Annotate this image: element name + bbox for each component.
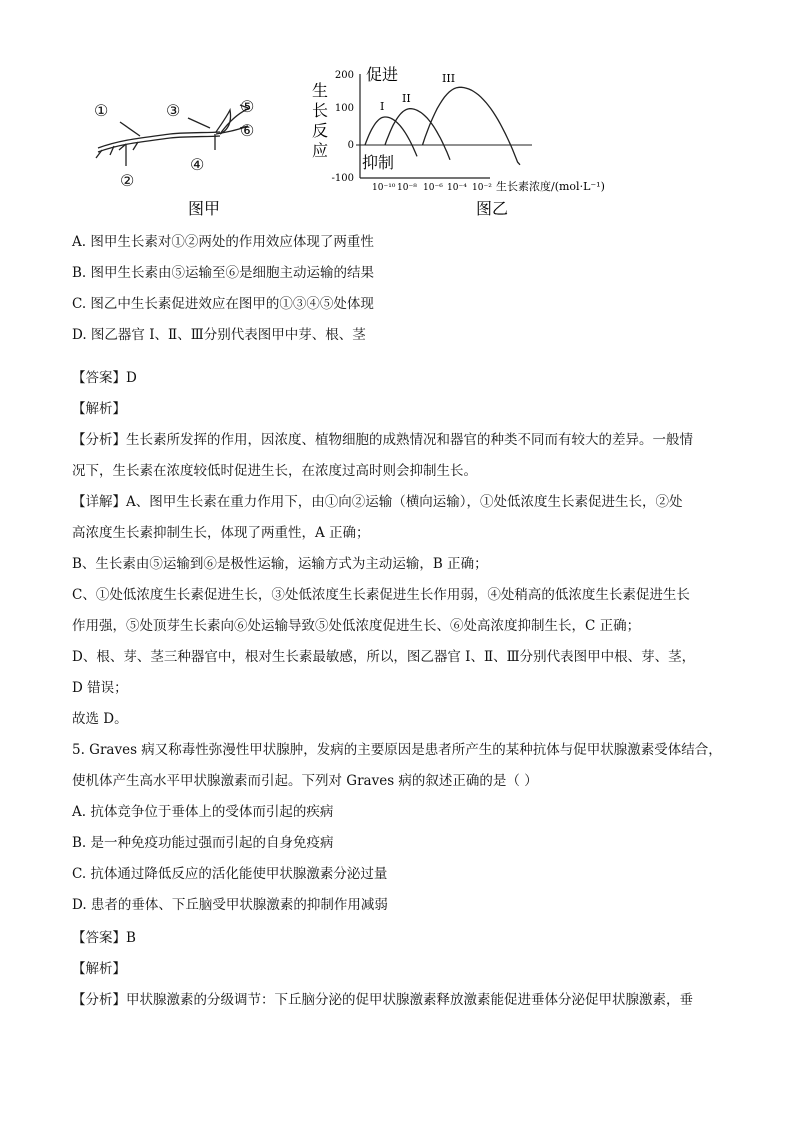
inhibit-label: 抑制 bbox=[362, 153, 395, 172]
answer-value: D bbox=[126, 370, 137, 386]
figure-jia-caption: 图甲 bbox=[188, 199, 221, 218]
answer-value: B bbox=[126, 930, 136, 946]
y-title-char: 生 bbox=[312, 81, 329, 100]
q5-fenxi-line-1 bbox=[72, 990, 693, 1010]
q4-detail-line-6: D、根、芽、茎三种器官中，根对生长素最敏感，所以，图乙器官 I、Ⅱ、Ⅲ分别代表图甲中根、芽、茎， bbox=[72, 649, 696, 665]
x-tick-label: 10⁻⁸ bbox=[397, 183, 417, 193]
mark-1: ① bbox=[94, 101, 109, 120]
x-tick-label: 10⁻² bbox=[472, 183, 492, 193]
q4-fenxi-line-1 bbox=[72, 430, 693, 450]
curve-III bbox=[423, 87, 521, 165]
q4-detail-line-7: D 错误； bbox=[72, 680, 128, 696]
q4-fenxi-line-2: 况下，生长素在浓度较低时促进生长，在浓度过高时则会抑制生长。 bbox=[72, 463, 477, 479]
q4-detail-line-5: 作用强，⑤处顶芽生长素向⑥处运输导致⑤处低浓度促进生长、⑥处高浓度抑制生长，C 正确； bbox=[72, 618, 641, 634]
y-title-char: 长 bbox=[312, 101, 329, 120]
mark-4: ④ bbox=[190, 155, 205, 174]
q5-option-a: A. 抗体竞争位于垂体上的受体而引起的疾病 bbox=[72, 804, 334, 820]
q5-analysis-heading: 【解析】 bbox=[72, 961, 126, 977]
q5-stem-line-1: 5. Graves 病又称毒性弥漫性甲状腺肿，发病的主要原因是患者所产生的某种抗体与促甲状腺激素受体结合， bbox=[72, 742, 722, 758]
q5-stem-line-2: 使机体产生高水平甲状腺激素而引起。下列对 Graves 病的叙述正确的是（ ） bbox=[72, 773, 538, 789]
y-tick-labels bbox=[332, 70, 354, 184]
promote-label: 促进 bbox=[366, 65, 399, 84]
q4-detail-line-3: B、生长素由⑤运输到⑥是极性运输，运输方式为主动运输，B 正确； bbox=[72, 556, 488, 572]
q4-detail-line-4: C、①处低浓度生长素促进生长，③处低浓度生长素促进生长作用弱，④处稍高的低浓度生长素促进生长 bbox=[72, 587, 690, 603]
figure-yi-caption: 图乙 bbox=[476, 199, 509, 218]
x-tick-label: 10⁻⁴ bbox=[447, 183, 467, 193]
q4-answer bbox=[72, 368, 137, 388]
stem-line-lower bbox=[98, 136, 220, 152]
q4-option-c: C. 图乙中生长素促进效应在图甲的①③④⑤处体现 bbox=[72, 296, 374, 312]
fenxi-tag: 【分析】 bbox=[72, 432, 126, 448]
q5-option-d: D. 患者的垂体、下丘脑受甲状腺激素的抑制作用减弱 bbox=[72, 897, 388, 913]
curve-I bbox=[365, 117, 417, 156]
detail-tag: 【详解】 bbox=[72, 494, 126, 510]
curve-II bbox=[385, 109, 450, 160]
curve-label-III: III bbox=[442, 72, 456, 85]
mark-3: ③ bbox=[166, 101, 181, 120]
q5-option-b: B. 是一种免疫功能过强而引起的自身免疫病 bbox=[72, 835, 334, 851]
growth-chart bbox=[312, 65, 605, 218]
analysis-tag: 解析 bbox=[85, 961, 113, 977]
y-tick-label: 100 bbox=[334, 103, 354, 114]
q4-option-a: A. 图甲生长素对①②两处的作用效应体现了两重性 bbox=[72, 234, 374, 250]
answer-tag: 【答案】 bbox=[72, 930, 126, 946]
y-tick-label: 0 bbox=[347, 140, 354, 151]
q4-conclusion: 故选 D。 bbox=[72, 711, 128, 727]
answer-tag: 【答案】 bbox=[72, 370, 126, 386]
curve-label-II: II bbox=[402, 92, 411, 105]
y-tick-label: 200 bbox=[334, 70, 354, 81]
q5-option-c: C. 抗体通过降低反应的活化能使甲状腺激素分泌过量 bbox=[72, 866, 388, 882]
figure-area bbox=[80, 60, 640, 220]
y-tick-label: -100 bbox=[331, 173, 354, 184]
mark-2: ② bbox=[120, 171, 135, 190]
q4-detail-line-1 bbox=[72, 492, 683, 512]
fenxi-tag: 【分析】 bbox=[72, 992, 126, 1008]
mark-5: ⑤ bbox=[240, 97, 255, 116]
curve-label-I: I bbox=[380, 100, 385, 113]
x-tick-labels bbox=[372, 183, 492, 193]
x-tick-label: 10⁻⁶ bbox=[423, 183, 443, 193]
x-tick-label: 10⁻¹⁰ bbox=[372, 183, 396, 193]
q4-option-d: D. 图乙器官 I、Ⅱ、Ⅲ分别代表图甲中芽、根、茎 bbox=[72, 327, 366, 343]
pointer-1 bbox=[120, 122, 140, 136]
mark-6: ⑥ bbox=[240, 121, 255, 140]
fenxi-text: 甲状腺激素的分级调节：下丘脑分泌的促甲状腺激素释放激素能促进垂体分泌促甲状腺激素，垂 bbox=[126, 992, 693, 1008]
detail-text: A、图甲生长素在重力作用下，由①向②运输（横向运输），①处低浓度生长素促进生长，②处 bbox=[126, 494, 683, 510]
q4-analysis-heading: 【解析】 bbox=[72, 401, 126, 417]
analysis-tag: 解析 bbox=[85, 401, 113, 417]
q5-answer bbox=[72, 928, 136, 948]
pointer-3 bbox=[188, 118, 210, 128]
fenxi-text: 生长素所发挥的作用，因浓度、植物细胞的成熟情况和器官的种类不同而有较大的差异。一般情 bbox=[126, 432, 693, 448]
x-axis-title: 生长素浓度/(mol·L⁻¹) bbox=[496, 180, 605, 193]
y-title-char: 反 bbox=[312, 121, 329, 140]
figure-svg bbox=[80, 60, 640, 220]
y-title-char: 应 bbox=[312, 141, 329, 160]
q4-option-b: B. 图甲生长素由⑤运输至⑥是细胞主动运输的结果 bbox=[72, 265, 375, 281]
q4-detail-line-2: 高浓度生长素抑制生长，体现了两重性，A 正确； bbox=[72, 525, 370, 541]
y-axis-title bbox=[312, 81, 328, 160]
